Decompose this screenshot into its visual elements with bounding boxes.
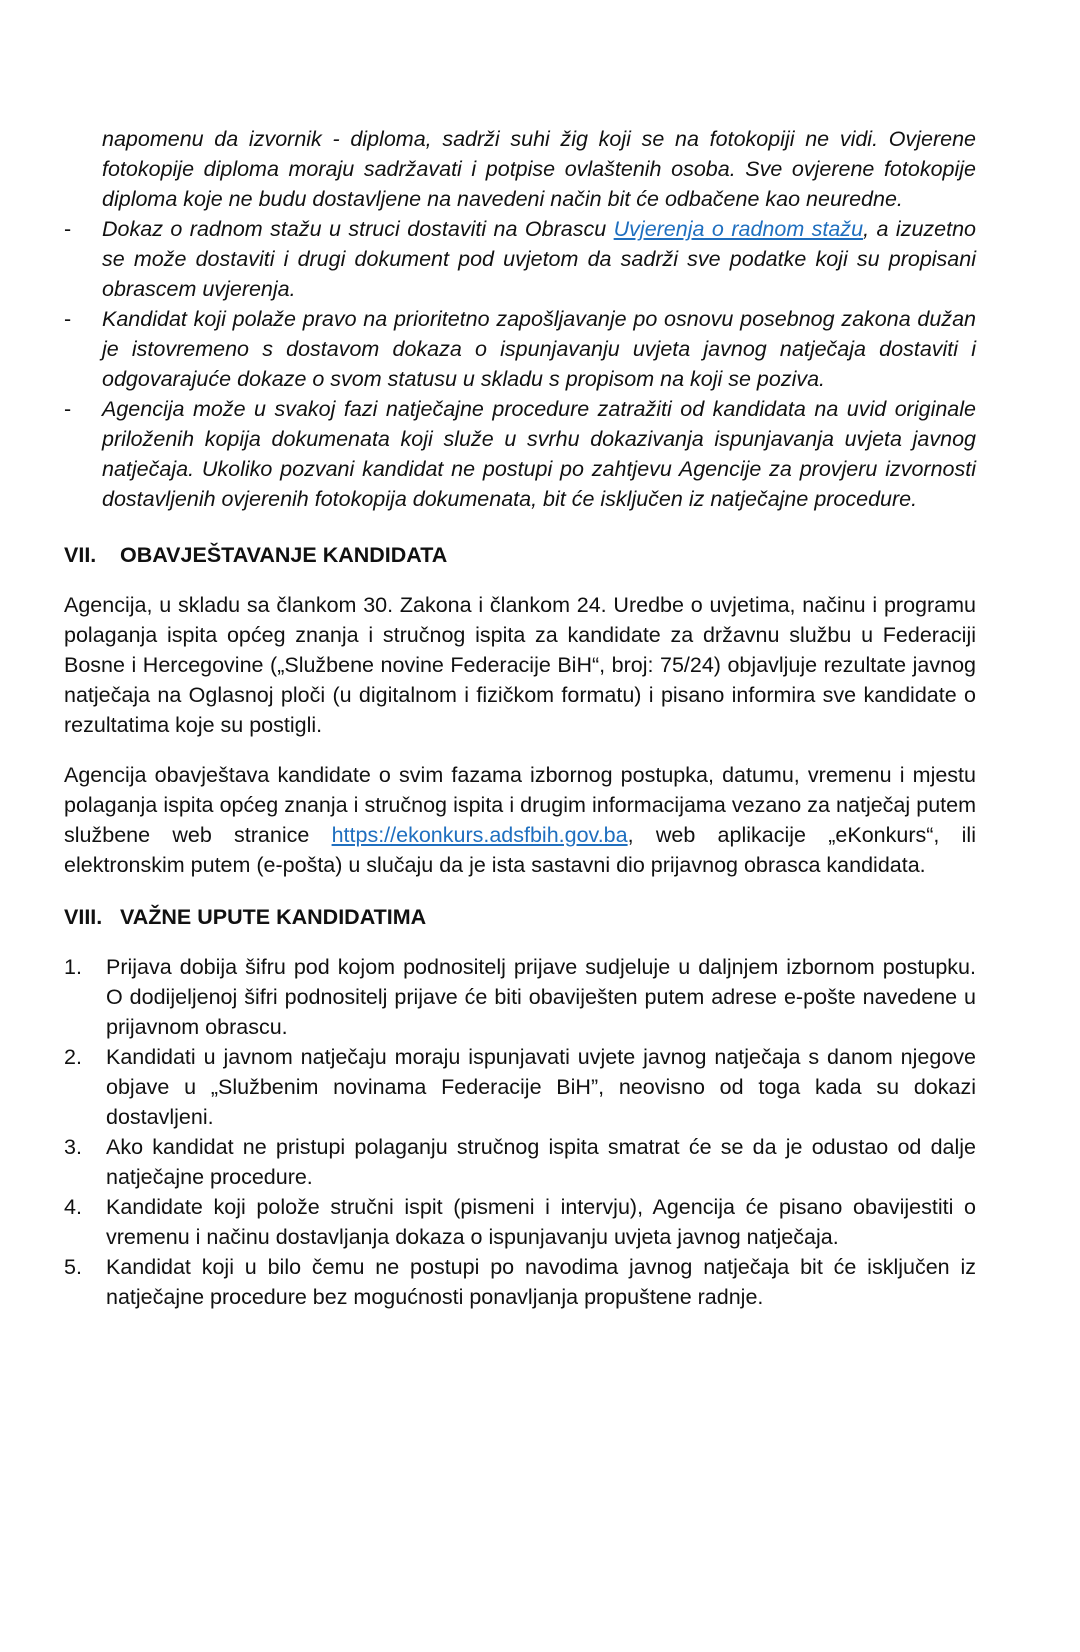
dash-bullet: - [64, 217, 72, 241]
item-number: 2. [64, 1045, 82, 1069]
item-text: Kandidat koji polaže pravo na prioritetno zapošljavanje po osnovu posebnog zakona dužan je istovremeno s dostavom dokaza o ispunjavanju uvjeta javnog natječaja dostaviti i odgovarajuće dokaze o svom statusu u skladu s propisom na koji se poziva. [102, 307, 976, 391]
dash-list-item [64, 214, 976, 304]
continuation-paragraph [64, 124, 976, 214]
item-text: Prijava dobija šifru pod kojom podnositelj prijave sudjeluje u daljnjem izbornom postupku. O dodijeljenoj šifri podnositelj prijave će biti obaviješten putem adrese e-pošte navedene u prijavnom obrascu. [106, 955, 976, 1039]
numbered-list-item [64, 1042, 976, 1132]
item-number: 5. [64, 1255, 82, 1279]
dash-bullet: - [64, 307, 72, 331]
item-number: 1. [64, 955, 82, 979]
numbered-list-item [64, 1132, 976, 1192]
numbered-list-item [64, 1252, 976, 1312]
uvjerenje-radni-staz-link[interactable]: Uvjerenja o radnom stažu [613, 217, 864, 241]
section-title: OBAVJEŠTAVANJE KANDIDATA [120, 543, 448, 567]
important-instructions-list [64, 952, 976, 1312]
ekonkurs-website-link[interactable]: https://ekonkurs.adsfbih.gov.ba [331, 823, 628, 847]
section-number: VII. [64, 543, 97, 567]
requirements-dash-list [64, 214, 976, 514]
section-title: VAŽNE UPUTE KANDIDATIMA [120, 905, 427, 929]
continuation-text: napomenu da izvornik - diploma, sadrži suhi žig koji se na fotokopiji ne vidi. Ovjerene fotokopije diploma moraju sadržavati i potpise ovlaštenih osoba. Sve ovjerene fotokopije diploma koje ne budu dostavljene na navedeni način bit će odbačene kao neuredne. [102, 127, 976, 211]
item-text: Kandidat koji u bilo čemu ne postupi po navodima javnog natječaja bit će isključen iz natječajne procedure bez mogućnosti ponavljanja propuštene radnje. [106, 1255, 976, 1309]
dash-bullet: - [64, 397, 72, 421]
item-number: 4. [64, 1195, 82, 1219]
item-text: Agencija može u svakoj fazi natječajne procedure zatražiti od kandidata na uvid originale priloženih kopija dokumenata koji služe u svrhu dokazivanja ispunjavanja uvjeta javnog natječaja. Ukoliko pozvani kandidat ne postupi po zahtjevu Agencije za provjeru izvornosti dostavljenih ovjerenih fotokopija dokumenata, bit će isključen iz natječajne procedure. [102, 397, 976, 511]
item-text-after-link: , a izuzetno se može dostaviti i drugi dokument pod uvjetom da sadrži sve podatke koji su propisani obrascem uvjerenja. [102, 217, 976, 301]
item-text: Ako kandidat ne pristupi polaganju stručnog ispita smatrat će se da je odustao od dalje natječajne procedure. [106, 1135, 976, 1189]
section-vii-paragraph-1: Agencija, u skladu sa člankom 30. Zakona i člankom 24. Uredbe o uvjetima, načinu i programu polaganja ispita općeg znanja i stručnog ispita za kandidate za državnu službu u Federaciji Bosne i Hercegovine („Službene novine Federacije BiH“, broj: 75/24) objavljuje rezultate javnog natječaja na Oglasnoj ploči (u digitalnom i fizičkom formatu) i pisano informira sve kandidate o rezultatima koje su postigli. [64, 593, 976, 737]
item-text: Kandidati u javnom natječaju moraju ispunjavati uvjete javnog natječaja s danom njegove objave u „Službenim novinama Federacije BiH”, neovisno od toga kada su dokazi dostavljeni. [106, 1045, 976, 1129]
document-page [64, 124, 976, 1312]
item-text-before-link: Dokaz o radnom stažu u struci dostaviti na Obrascu [102, 217, 614, 241]
item-text: Kandidate koji polože stručni ispit (pismeni i intervju), Agencija će pisano obavijestiti o vremenu i načinu dostavljanja dokaza o ispunjavanju uvjeta javnog natječaja. [106, 1195, 976, 1249]
numbered-list-item [64, 1192, 976, 1252]
paragraph-text-before-link: Agencija obavještava kandidate o svim fazama izbornog postupka, datumu, vremenu i mjestu polaganja ispita općeg znanja i stručnog ispita i drugim informacijama vezano za natječaj putem službene web stranice [64, 763, 976, 847]
section-viii-heading [64, 902, 976, 932]
dash-list-item [64, 394, 976, 514]
numbered-list-item [64, 952, 976, 1042]
paragraph-text-after-link: , web aplikacije „eKonkurs“, ili elektronskim putem (e-pošta) u slučaju da je ista sastavni dio prijavnog obrasca kandidata. [64, 823, 976, 877]
dash-list-item [64, 304, 976, 394]
section-vii-heading [64, 540, 976, 570]
section-number: VIII. [64, 905, 103, 929]
section-vii-paragraph-2 [64, 760, 976, 880]
item-number: 3. [64, 1135, 82, 1159]
